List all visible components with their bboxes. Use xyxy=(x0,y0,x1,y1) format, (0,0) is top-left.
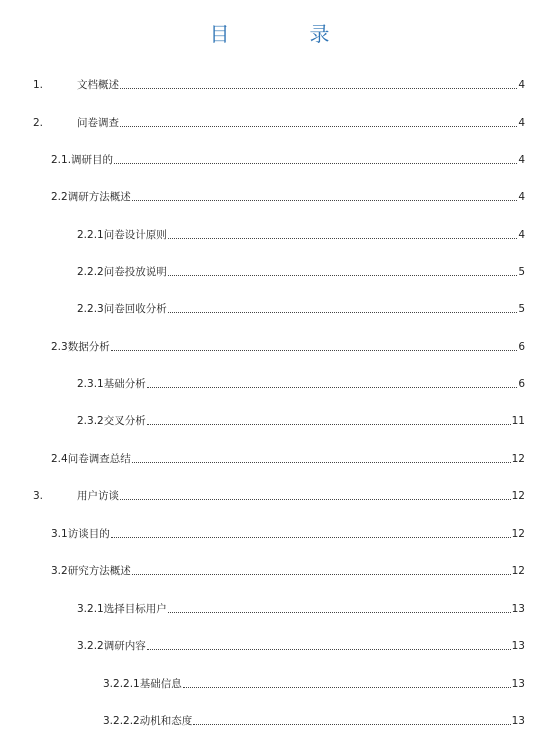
toc-entry-page: 4 xyxy=(518,117,525,129)
toc-entry-title: 问卷设计原则 xyxy=(103,229,167,241)
toc-entry-title: 问卷调查 xyxy=(77,117,119,129)
toc-entry-title: 数据分析 xyxy=(67,341,110,353)
toc-entry-3-2-1[interactable] xyxy=(77,600,525,616)
toc-entry-number: 2.2.3 xyxy=(77,303,104,315)
toc-entry-title: 调研内容 xyxy=(103,640,146,652)
toc-entry-page: 12 xyxy=(511,453,525,465)
toc-entry-title: 用户访谈 xyxy=(77,490,119,502)
toc-entry-title: 访谈目的 xyxy=(67,528,110,540)
toc-entry-2-2[interactable] xyxy=(51,188,525,204)
toc-entry-page: 11 xyxy=(511,415,525,427)
dot-leader xyxy=(147,387,517,388)
toc-entry-3-2-2-2[interactable] xyxy=(103,712,525,728)
toc-entry-title: 文档概述 xyxy=(77,79,119,91)
toc-entry-title: 问卷回收分析 xyxy=(103,303,167,315)
toc-entry-page: 13 xyxy=(511,678,525,690)
toc-entry-title: 研究方法概述 xyxy=(67,565,131,577)
toc-entry-2-3-2[interactable] xyxy=(77,412,525,428)
toc-entry-page: 13 xyxy=(511,640,525,652)
dot-leader xyxy=(120,88,517,89)
toc-entry-page: 6 xyxy=(518,341,525,353)
toc-entry-number: 2.2 xyxy=(51,191,68,203)
dot-leader xyxy=(168,612,511,613)
toc-entry-number: 3.2.2.1 xyxy=(103,678,140,690)
toc-entry-3-2-2-1[interactable] xyxy=(103,675,525,691)
dot-leader xyxy=(193,724,510,725)
dot-leader xyxy=(120,499,511,500)
toc-entry-page: 4 xyxy=(518,191,525,203)
toc-entry-title: 基础信息 xyxy=(139,678,182,690)
dot-leader xyxy=(114,163,517,164)
dot-leader xyxy=(111,537,511,538)
dot-leader xyxy=(168,312,517,313)
toc-entry-number: 2.3.1 xyxy=(77,378,104,390)
toc-entry-title: 基础分析 xyxy=(103,378,146,390)
toc-entry-page: 13 xyxy=(511,603,525,615)
toc-entry-number: 2.3 xyxy=(51,341,68,353)
toc-entry-page: 5 xyxy=(518,303,525,315)
toc-entry-page: 4 xyxy=(518,229,525,241)
toc-entry-number: 3.2.1 xyxy=(77,603,104,615)
toc-entry-page: 4 xyxy=(518,154,525,166)
toc-entry-2-3[interactable] xyxy=(51,338,525,354)
toc-entry-number: 3.2 xyxy=(51,565,68,577)
toc-entry-2-3-1[interactable] xyxy=(77,375,525,391)
toc-entry-number: 3.1 xyxy=(51,528,68,540)
dot-leader xyxy=(132,574,511,575)
dot-leader xyxy=(132,200,517,201)
toc-entry-title: 动机和态度 xyxy=(139,715,193,727)
dot-leader xyxy=(183,687,511,688)
toc-entry-title: 问卷投放说明 xyxy=(103,266,167,278)
dot-leader xyxy=(168,275,517,276)
dot-leader xyxy=(111,350,517,351)
dot-leader xyxy=(147,424,511,425)
toc-entry-number: 3.2.2 xyxy=(77,640,104,652)
toc-entry-page: 4 xyxy=(518,79,525,91)
toc-entry-2-4[interactable] xyxy=(51,450,525,466)
toc-entry-page: 6 xyxy=(518,378,525,390)
toc-entry-title: 问卷调查总结 xyxy=(67,453,131,465)
toc-entry-3-2-2[interactable] xyxy=(77,637,525,653)
toc-entry-number: 2. xyxy=(33,117,44,129)
toc-entry-number: 2.4 xyxy=(51,453,68,465)
toc-entry-page: 12 xyxy=(511,528,525,540)
toc-entry-title: 调研目的 xyxy=(71,154,114,166)
toc-entry-page: 12 xyxy=(511,565,525,577)
toc-entry-title: 选择目标用户 xyxy=(103,603,167,615)
toc-entry-3-1[interactable] xyxy=(51,525,525,541)
toc-entry-title: 调研方法概述 xyxy=(67,191,131,203)
dot-leader xyxy=(132,462,511,463)
toc-entry-page: 5 xyxy=(518,266,525,278)
toc-entry-number: 2.2.2 xyxy=(77,266,104,278)
toc-entry-number: 3. xyxy=(33,490,44,502)
toc-entry-3-2[interactable] xyxy=(51,562,525,578)
dot-leader xyxy=(120,126,517,127)
toc-entry-title: 交叉分析 xyxy=(103,415,146,427)
toc-entry-number: 2.1. xyxy=(51,154,72,166)
toc-entry-2[interactable] xyxy=(33,114,525,130)
toc-entry-number: 2.2.1 xyxy=(77,229,104,241)
dot-leader xyxy=(147,649,511,650)
dot-leader xyxy=(168,238,517,239)
toc-heading: 目 录 xyxy=(209,22,360,46)
toc-entry-page: 13 xyxy=(511,715,525,727)
toc-entry-3[interactable] xyxy=(33,487,525,503)
toc-entry-1[interactable] xyxy=(33,76,525,92)
toc-entry-number: 2.3.2 xyxy=(77,415,104,427)
toc-entry-number: 3.2.2.2 xyxy=(103,715,140,727)
toc-entry-page: 12 xyxy=(511,490,525,502)
toc-entry-2-2-3[interactable] xyxy=(77,300,525,316)
toc-entry-2-1[interactable] xyxy=(51,151,525,167)
toc-entry-2-2-2[interactable] xyxy=(77,263,525,279)
toc-entry-2-2-1[interactable] xyxy=(77,226,525,242)
toc-entry-number: 1. xyxy=(33,79,44,91)
